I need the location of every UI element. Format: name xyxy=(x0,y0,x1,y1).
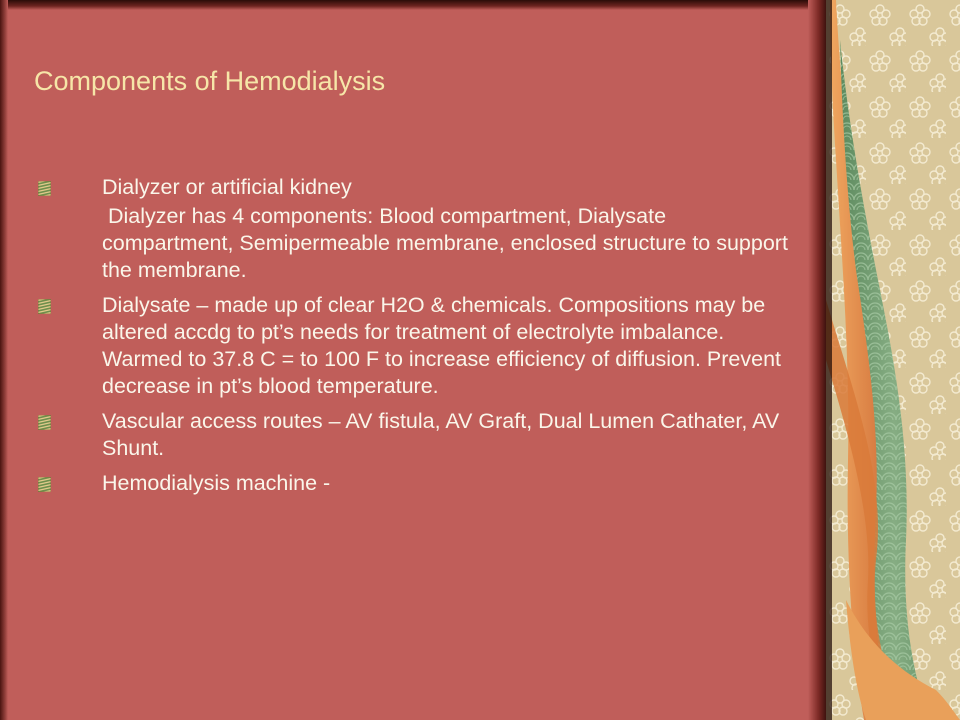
bullet-item-vascular-access xyxy=(0,408,808,462)
decorative-side-panel xyxy=(826,0,960,720)
striped-bullet-icon xyxy=(38,181,51,196)
dialyzer-components-text xyxy=(0,203,808,284)
slide-content xyxy=(0,174,808,505)
slide-top-shadow xyxy=(0,0,830,10)
bullet-text: Dialysate – made up of clear H2O & chemicals. Compositions may be altered accdg to pt’s needs for treatment of electrolyte imbalance. Warmed to 37.8 C = to 100 F to increase efficiency of diffusion. Prevent decrease in pt’s blood temperature. xyxy=(102,293,782,398)
bullet-item-dialysate xyxy=(0,292,808,400)
striped-bullet-icon xyxy=(38,299,51,314)
bullet-item-dialyzer xyxy=(0,174,808,201)
bullet-text: Dialyzer or artificial kidney xyxy=(102,175,352,199)
bullet-item-machine xyxy=(0,470,808,497)
striped-bullet-icon xyxy=(38,415,51,430)
bullet-text: Hemodialysis machine - xyxy=(102,471,331,495)
slide-title: Components of Hemodialysis xyxy=(34,66,386,96)
bullet-text: Vascular access routes – AV fistula, AV Graft, Dual Lumen Cathater, AV Shunt. xyxy=(102,409,780,460)
striped-bullet-icon xyxy=(38,477,51,492)
continuation-text: Dialyzer has 4 components: Blood compartment, Dialysate compartment, Semipermeable membrane, enclosed structure to support the membrane. xyxy=(102,204,794,282)
